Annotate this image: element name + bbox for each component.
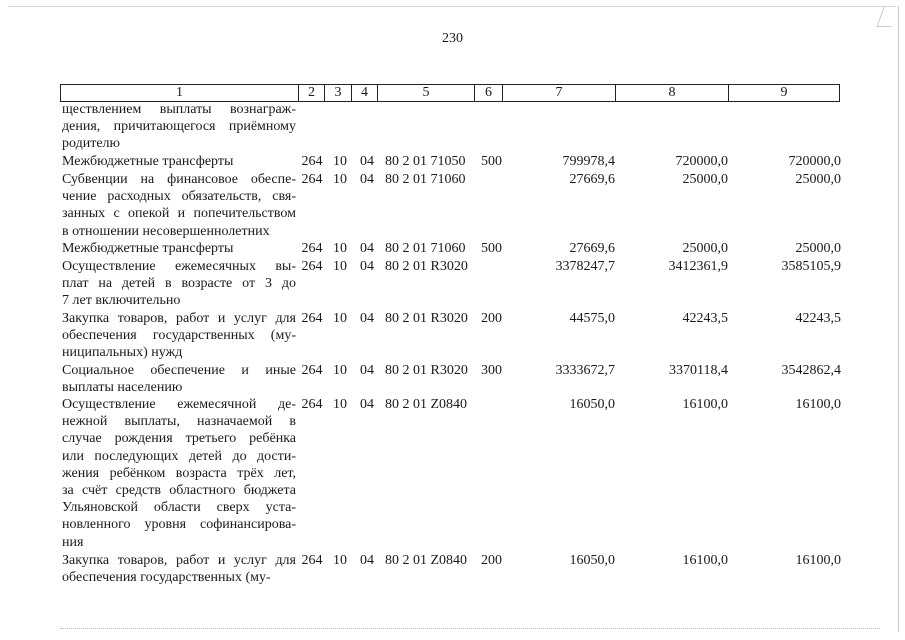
amount-col-9: 16100,0	[795, 397, 841, 412]
row-description-line: ниципальных) нужд	[62, 345, 183, 361]
amount-col-7: 16050,0	[569, 397, 615, 412]
row-description-line: выплаты населению	[62, 380, 183, 396]
amount-col-8: 3370118,4	[669, 363, 728, 378]
row-description-line: Межбюджетные трансферты	[62, 241, 234, 256]
row-description-line: обеспечения государственных (му-	[62, 570, 271, 586]
row-description-line: Осуществление ежемесячной де-	[62, 397, 296, 412]
subsection-code: 04	[360, 259, 374, 274]
ministry-code: 264	[301, 397, 323, 412]
amount-col-8: 16100,0	[682, 553, 728, 568]
row-description-line: плат на детей в возрасте от 3 до	[62, 276, 296, 292]
amount-col-9: 720000,0	[788, 154, 841, 169]
row-description-line: Межбюджетные трансферты	[62, 154, 234, 169]
amount-col-8: 16100,0	[682, 397, 728, 412]
amount-col-7: 799978,4	[562, 154, 615, 169]
subsection-code: 04	[360, 241, 374, 256]
subsection-code: 04	[360, 172, 374, 187]
ministry-code: 264	[301, 311, 323, 326]
amount-col-9: 3542862,4	[781, 363, 841, 378]
subsection-code: 04	[360, 553, 374, 568]
section-code: 10	[333, 553, 347, 568]
ministry-code: 264	[301, 241, 323, 256]
amount-col-9: 16100,0	[795, 553, 841, 568]
row-description-line: Субвенции на финансовое обеспе-	[62, 172, 296, 187]
header-col-6: 6	[475, 85, 503, 102]
amount-col-7: 27669,6	[569, 241, 615, 256]
header-col-4: 4	[352, 85, 378, 102]
amount-col-8: 3412361,9	[668, 259, 728, 274]
amount-col-8: 720000,0	[675, 154, 728, 169]
target-article-code: 80 2 01 71060	[385, 172, 466, 187]
ministry-code: 264	[301, 172, 323, 187]
header-col-5: 5	[378, 85, 475, 102]
scan-edge-bottom	[60, 628, 880, 629]
row-description-line: Социальное обеспечение и иные	[62, 363, 296, 378]
amount-col-9: 25000,0	[795, 241, 841, 256]
page-number: 230	[442, 31, 463, 46]
row-description-line: Закупка товаров, работ и услуг для	[62, 553, 296, 568]
header-col-8: 8	[616, 85, 729, 102]
row-description-line: за счёт средств областного бюджета	[62, 483, 296, 498]
row-description-line: жения ребёнком возраста трёх лет,	[62, 465, 296, 481]
amount-col-9: 3585105,9	[781, 259, 841, 274]
row-description-line: в отношении несовершеннолетних	[62, 223, 270, 239]
row-description-line: Ульяновской области сверх уста-	[62, 500, 296, 516]
target-article-code: 80 2 01 R3020	[385, 363, 468, 378]
target-article-code: 80 2 01 R3020	[385, 311, 468, 326]
amount-col-8: 25000,0	[682, 172, 728, 187]
ministry-code: 264	[301, 259, 323, 274]
target-article-code: 80 2 01 Z0840	[385, 397, 468, 412]
row-description-line: или последующих детей до дости-	[62, 448, 296, 464]
row-description-line: дения, причитающегося приёмному	[62, 119, 296, 135]
row-description-line: нежной выплаты, назначаемой в	[62, 414, 296, 430]
section-code: 10	[333, 397, 347, 412]
target-article-code: 80 2 01 R3020	[385, 259, 468, 274]
row-description-line: ния	[62, 534, 84, 550]
target-article-code: 80 2 01 71050	[385, 154, 466, 169]
header-col-1: 1	[61, 85, 299, 102]
header-col-9: 9	[729, 85, 840, 102]
subsection-code: 04	[360, 363, 374, 378]
ministry-code: 264	[301, 363, 323, 378]
expense-type-code: 500	[481, 154, 502, 169]
row-description-line: обеспечения государственных (му-	[62, 328, 296, 344]
section-code: 10	[333, 154, 347, 169]
subsection-code: 04	[360, 397, 374, 412]
row-description-line: занных с опекой и попечительством	[62, 206, 296, 222]
section-code: 10	[333, 172, 347, 187]
ministry-code: 264	[301, 154, 323, 169]
header-col-3: 3	[325, 85, 352, 102]
subsection-code: 04	[360, 154, 374, 169]
target-article-code: 80 2 01 71060	[385, 241, 466, 256]
row-description-line: родителю	[62, 136, 120, 152]
section-code: 10	[333, 259, 347, 274]
amount-col-7: 3333672,7	[555, 363, 615, 378]
row-description-line: 7 лет включительно	[62, 293, 181, 309]
amount-col-7: 27669,6	[569, 172, 615, 187]
ministry-code: 264	[301, 553, 323, 568]
row-description-line: Осуществление ежемесячных вы-	[62, 259, 296, 274]
amount-col-8: 42243,5	[682, 311, 728, 326]
expense-type-code: 200	[481, 553, 502, 568]
amount-col-9: 42243,5	[795, 311, 841, 326]
amount-col-7: 44575,0	[569, 311, 615, 326]
amount-col-8: 25000,0	[682, 241, 728, 256]
amount-col-9: 25000,0	[795, 172, 841, 187]
amount-col-7: 3378247,7	[555, 259, 615, 274]
section-code: 10	[333, 363, 347, 378]
target-article-code: 80 2 01 Z0840	[385, 553, 468, 568]
section-code: 10	[333, 311, 347, 326]
header-col-2: 2	[299, 85, 325, 102]
row-description-line: чение расходных обязательств, свя-	[62, 189, 296, 205]
subsection-code: 04	[360, 311, 374, 326]
expense-type-code: 200	[481, 311, 502, 326]
row-description-line: новленного уровня софинансирова-	[62, 517, 296, 533]
expense-type-code: 500	[481, 241, 502, 256]
section-code: 10	[333, 241, 347, 256]
expense-type-code: 300	[481, 363, 502, 378]
row-description-line: случае рождения третьего ребёнка	[62, 431, 296, 447]
row-description-line: Закупка товаров, работ и услуг для	[62, 311, 296, 326]
row-description-line: ществлением выплаты вознаграж-	[62, 102, 296, 117]
amount-col-7: 16050,0	[569, 553, 615, 568]
header-col-7: 7	[503, 85, 616, 102]
